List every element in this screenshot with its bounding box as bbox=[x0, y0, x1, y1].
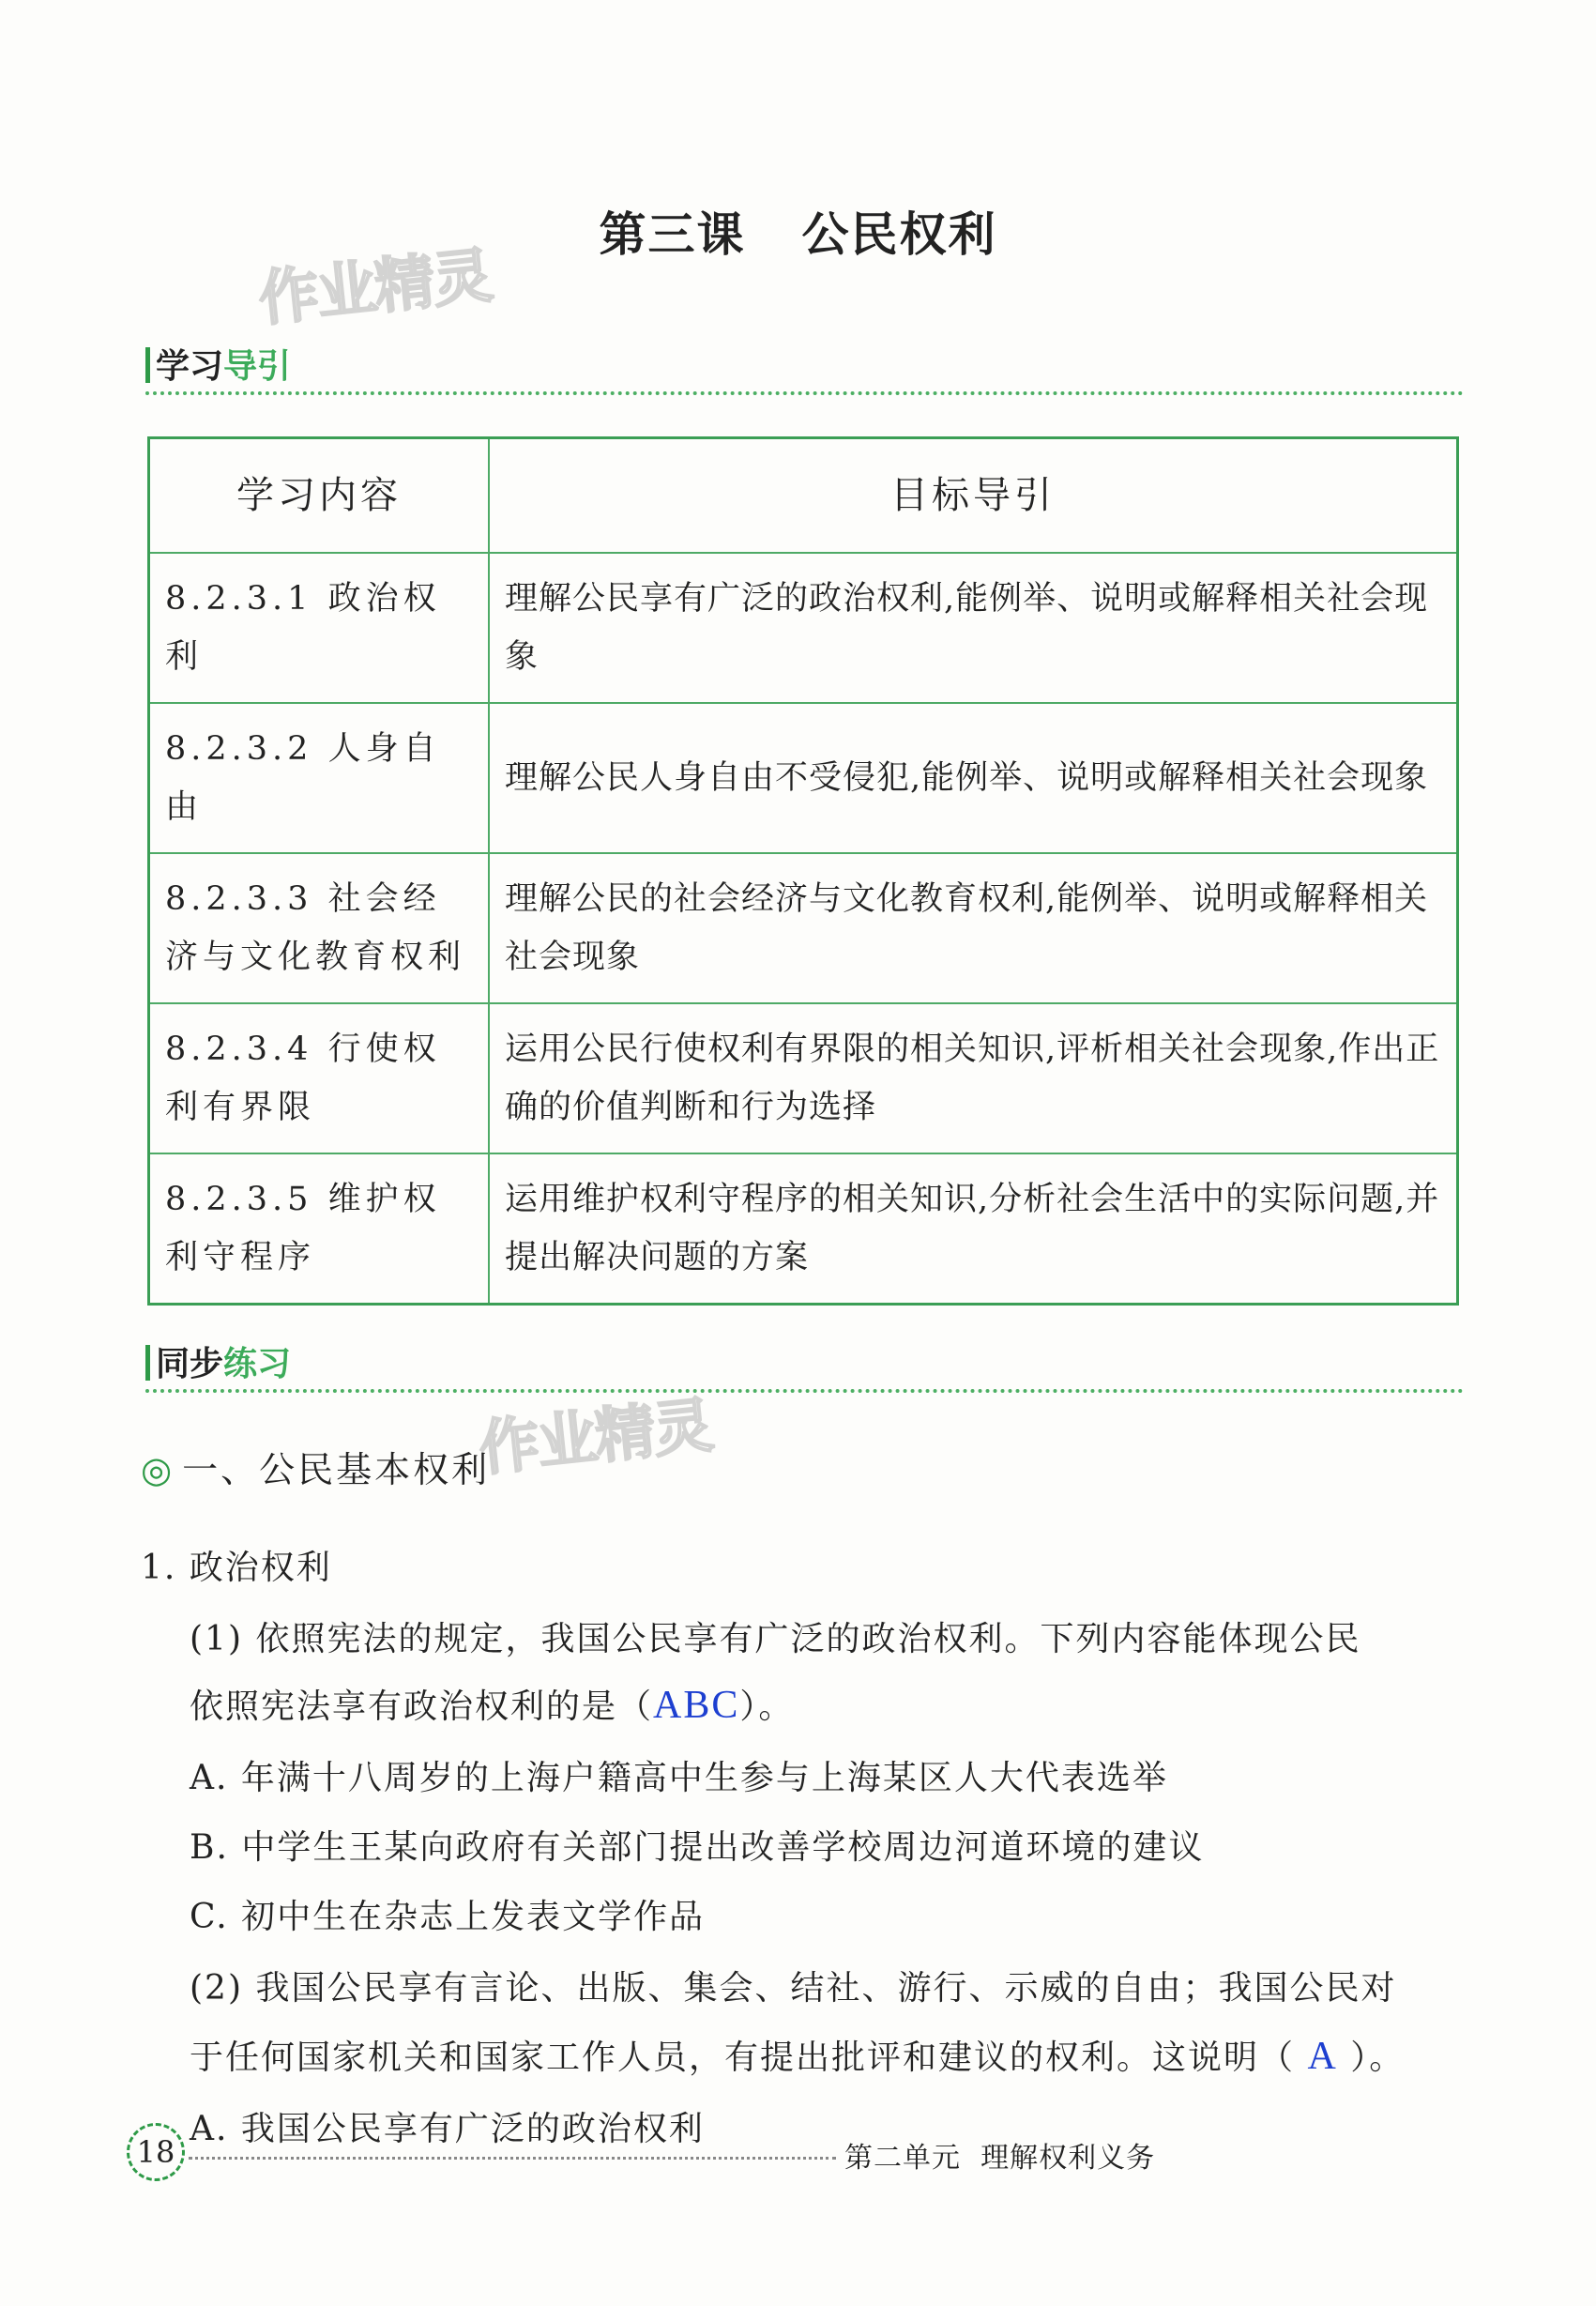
option-a: A. 年满十八周岁的上海户籍高中生参与上海某区人大代表选举 bbox=[190, 1759, 1168, 1797]
option-a-2: A. 我国公民享有广泛的政治权利 bbox=[190, 2110, 705, 2148]
option-b: B. 中学生王某向政府有关部门提出改善学校周边河道环境的建议 bbox=[190, 1828, 1205, 1867]
footer-unit: 第二单元 理解权利义务 bbox=[844, 2142, 1156, 2175]
handwritten-answer: ABC bbox=[653, 1684, 740, 1727]
row-content: 8.2.3.2 人身自由 bbox=[149, 703, 490, 853]
option-c: C. 初中生在杂志上发表文学作品 bbox=[190, 1898, 706, 1936]
header-content: 学习内容 bbox=[149, 438, 490, 554]
page-number: 18 bbox=[127, 2123, 185, 2181]
row-goal: 理解公民的社会经济与文化教育权利,能例举、说明或解释相关社会现象 bbox=[489, 853, 1458, 1003]
watermark-top: 作业精灵 bbox=[255, 241, 494, 335]
watermark-middle: 作业精灵 bbox=[476, 1391, 715, 1485]
page-footer bbox=[127, 2123, 1468, 2179]
row-goal: 理解公民享有广泛的政治权利,能例举、说明或解释相关社会现象 bbox=[489, 553, 1458, 703]
section-bar bbox=[145, 1345, 150, 1381]
lesson-name: 公民权利 bbox=[801, 206, 997, 262]
question-2-stem-2: 于任何国家机关和国家工作人员，有提出批评和建议的权利。这说明（ A ）。 bbox=[190, 2035, 1406, 2078]
lesson-number: 第三课 bbox=[599, 206, 746, 262]
table-header-row bbox=[149, 438, 1458, 554]
page-title bbox=[0, 197, 1596, 265]
row-content: 8.2.3.4 行使权利有界限 bbox=[149, 1003, 490, 1153]
table-row bbox=[149, 1003, 1458, 1153]
question-1-stem-2: 依照宪法享有政治权利的是（ABC）。 bbox=[190, 1684, 795, 1727]
section-sync-practice: 同步练习 bbox=[145, 1337, 1464, 1393]
table-row bbox=[149, 553, 1458, 703]
row-goal: 理解公民人身自由不受侵犯,能例举、说明或解释相关社会现象 bbox=[489, 703, 1458, 853]
row-content: 8.2.3.5 维护权利守程序 bbox=[149, 1153, 490, 1305]
question-title: 1. 政治权利 bbox=[141, 1549, 332, 1587]
double-circle-icon: ◎ bbox=[141, 1449, 175, 1490]
heading-basic-rights: ◎ 一、公民基本权利 bbox=[141, 1449, 491, 1490]
table-row bbox=[149, 853, 1458, 1003]
guide-table bbox=[147, 436, 1459, 1306]
footer-divider bbox=[189, 2157, 836, 2160]
section-learning-guide: 学习导引 bbox=[145, 340, 1464, 395]
row-goal: 运用维护权利守程序的相关知识,分析社会生活中的实际问题,并提出解决问题的方案 bbox=[489, 1153, 1458, 1305]
header-goal: 目标导引 bbox=[489, 438, 1458, 554]
row-content: 8.2.3.3 社会经济与文化教育权利 bbox=[149, 853, 490, 1003]
row-goal: 运用公民行使权利有界限的相关知识,评析相关社会现象,作出正确的价值判断和行为选择 bbox=[489, 1003, 1458, 1153]
question-1-stem: (1) 依照宪法的规定，我国公民享有广泛的政治权利。下列内容能体现公民 bbox=[190, 1620, 1361, 1658]
row-content: 8.2.3.1 政治权利 bbox=[149, 553, 490, 703]
question-2-stem: (2) 我国公民享有言论、出版、集会、结社、游行、示威的自由；我国公民对 bbox=[190, 1969, 1397, 2008]
handwritten-answer: A bbox=[1307, 2035, 1338, 2078]
section-bar bbox=[145, 347, 150, 383]
table-row bbox=[149, 703, 1458, 853]
table-row bbox=[149, 1153, 1458, 1305]
